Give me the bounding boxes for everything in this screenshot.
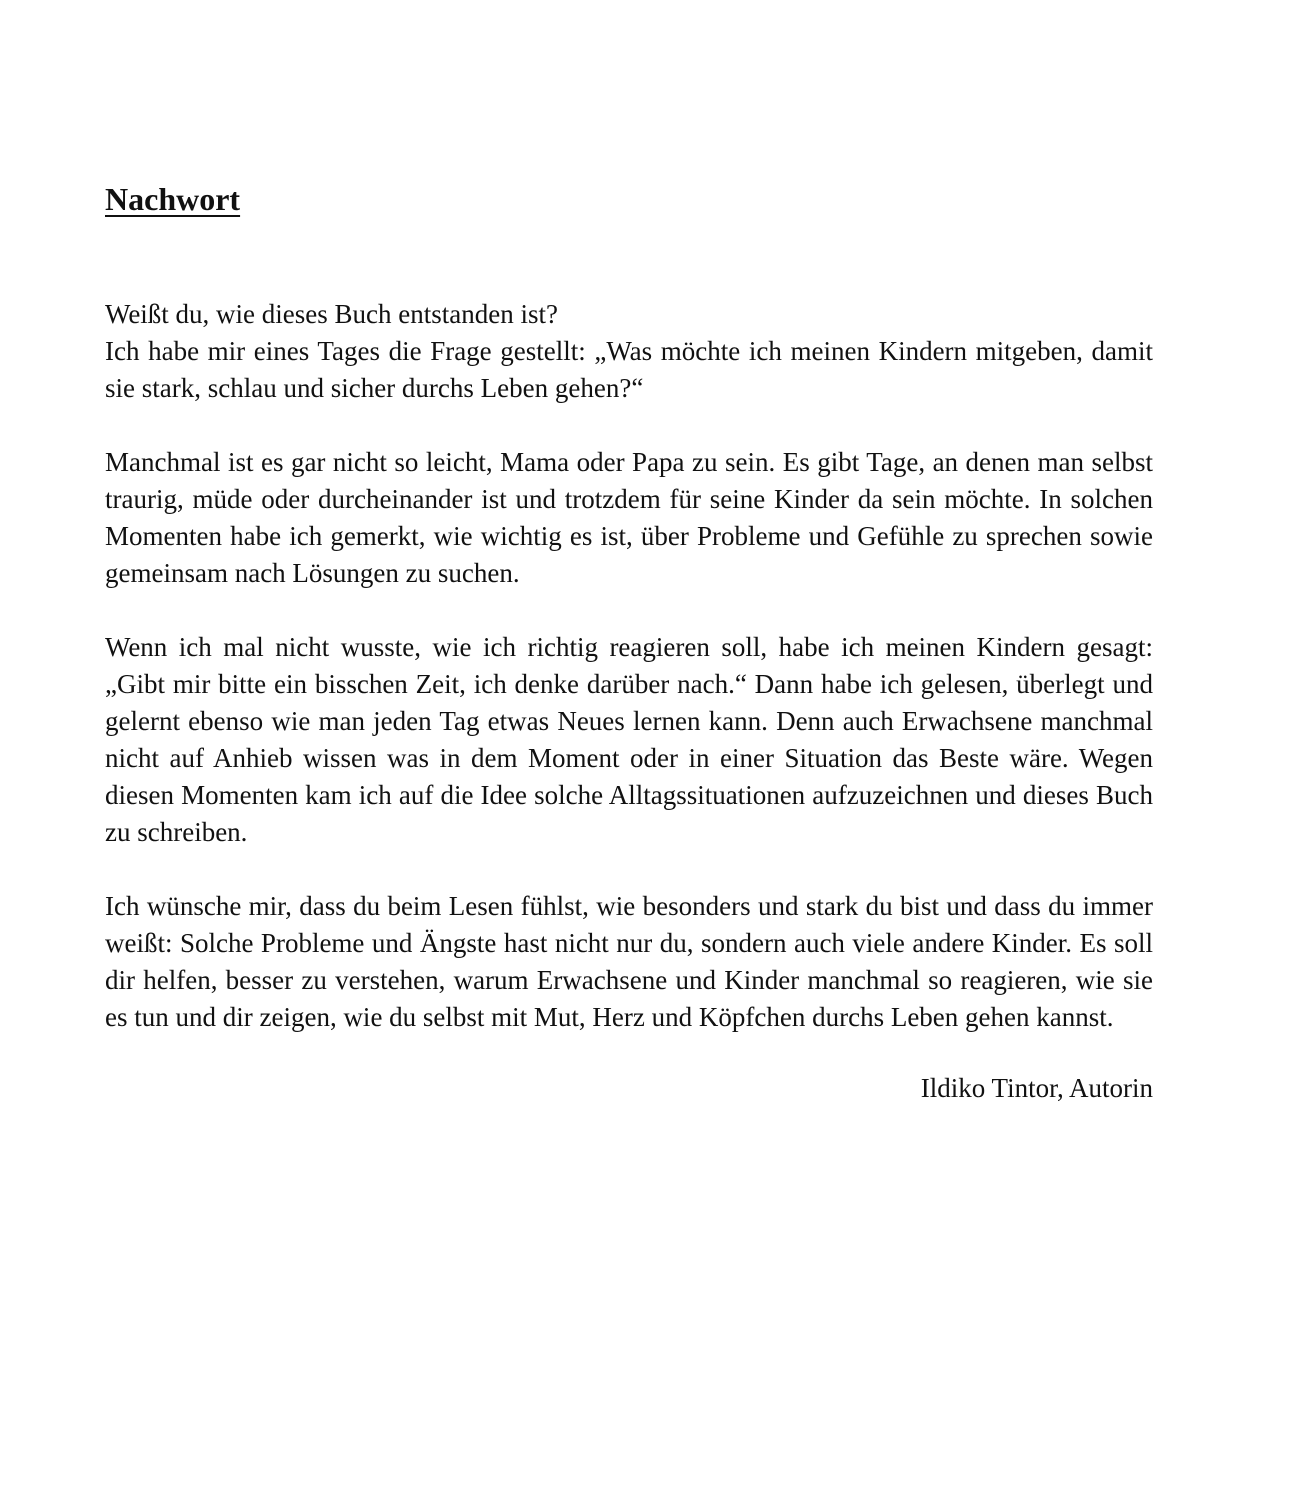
intro-text: Ich habe mir eines Tages die Frage gestellt: „Was möchte ich meinen Kindern mitgeben, damit sie stark, schlau und sicher durchs Leben gehen?“ (105, 336, 1153, 403)
intro-paragraph (105, 296, 1153, 407)
page-title: Nachwort (105, 181, 241, 217)
body-paragraph: Manchmal ist es gar nicht so leicht, Mama oder Papa zu sein. Es gibt Tage, an denen man selbst traurig, müde oder durcheinander ist und trotzdem für seine Kinder da sein möchte. In solchen Momenten habe ich gemerkt, wie wichtig es ist, über Probleme und Gefühle zu sprechen sowie gemeinsam nach Lösungen zu suchen. (105, 447, 1153, 588)
body-paragraph: Wenn ich mal nicht wusste, wie ich richtig reagieren soll, habe ich meinen Kindern gesagt: „Gibt mir bitte ein bisschen Zeit, ich denke darüber nach.“ Dann habe ich gelesen, überlegt und gelernt ebenso wie man jeden Tag etwas Neues lernen kann. Denn auch Erwachsene manchmal nicht auf Anhieb wissen was in dem Moment oder in einer Situation das Beste wäre. Wegen diesen Momenten kam ich auf die Idee solche Alltagssituationen aufzuzeichnen und dieses Buch zu schreiben. (105, 632, 1153, 847)
document-body (105, 296, 1153, 1107)
intro-question: Weißt du, wie dieses Buch entstanden ist? (105, 299, 558, 329)
author-signature: Ildiko Tintor, Autorin (920, 1073, 1153, 1103)
body-paragraph: Ich wünsche mir, dass du beim Lesen fühlst, wie besonders und stark du bist und dass du immer weißt: Solche Probleme und Ängste hast nicht nur du, sondern auch viele andere Kinder. Es soll dir helfen, besser zu verstehen, warum Erwachsene und Kinder manchmal so reagieren, wie sie es tun und dir zeigen, wie du selbst mit Mut, Herz und Köpfchen durchs Leben gehen kannst. (105, 891, 1153, 1032)
